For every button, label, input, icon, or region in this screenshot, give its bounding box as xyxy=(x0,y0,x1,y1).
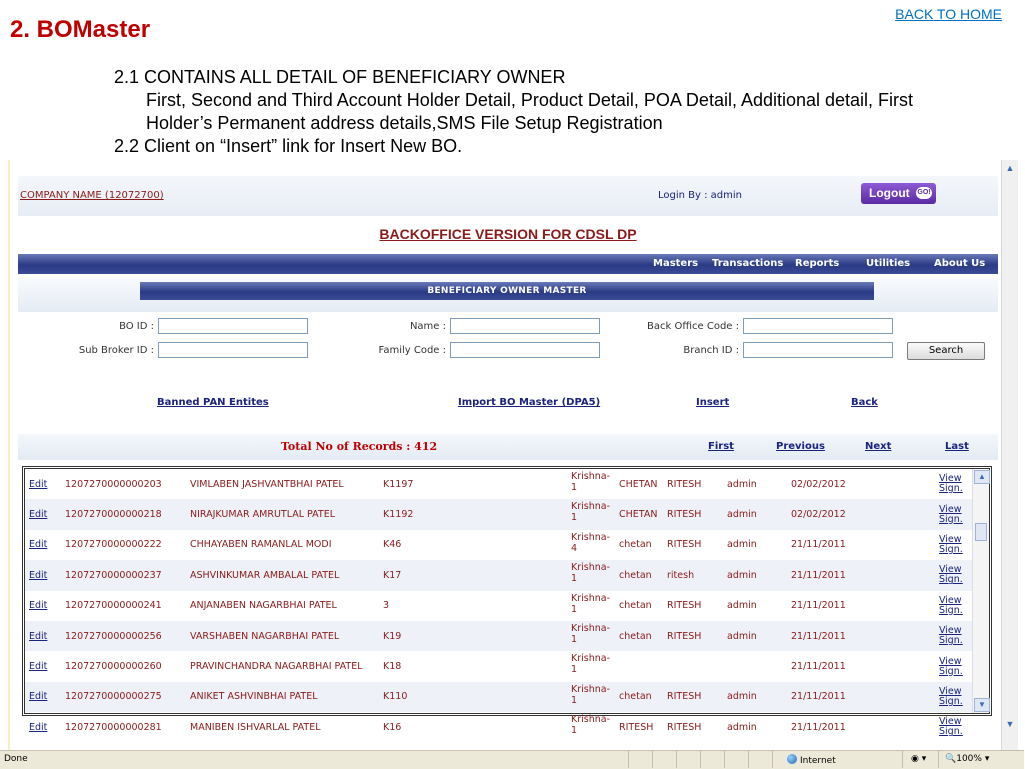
created-by-cell: admin xyxy=(727,721,757,733)
holder-name-cell: VARSHABEN NAGARBHAI PATEL xyxy=(186,621,379,651)
go-badge-icon: GO! xyxy=(916,187,932,199)
menu-masters[interactable]: Masters xyxy=(653,258,699,269)
user1-cell: chetan xyxy=(615,560,663,590)
branch-cell: Krishna-1 xyxy=(567,621,615,651)
code-cell: K1197 xyxy=(383,478,414,490)
holder-name-cell: ANJANABEN NAGARBHAI PATEL xyxy=(190,600,337,612)
banned-pan-link[interactable]: Banned PAN Entites xyxy=(157,397,269,408)
date-cell: 21/11/2011 xyxy=(791,721,846,733)
protected-mode-icon: ◉ ▾ xyxy=(911,754,927,764)
created-by-cell: admin xyxy=(727,600,757,612)
scroll-down-icon[interactable]: ▼ xyxy=(1005,719,1015,729)
app-header xyxy=(18,176,998,216)
family-code-label: Family Code : xyxy=(378,345,446,356)
table-row xyxy=(25,712,975,742)
code-cell: K1192 xyxy=(379,499,567,529)
app-screenshot xyxy=(8,160,1018,768)
zoom-icon: 🔍 xyxy=(945,754,957,764)
view-sign-link[interactable]: View Sign. xyxy=(935,560,975,590)
user1-cell: chetan xyxy=(619,600,652,612)
status-text: Done xyxy=(4,754,28,764)
menu-utilities[interactable]: Utilities xyxy=(866,258,911,269)
date-cell: 21/11/2011 xyxy=(787,621,935,651)
code-cell: 3 xyxy=(383,600,390,612)
bo-id-cell: 1207270000000218 xyxy=(61,499,186,529)
pager-previous[interactable]: Previous xyxy=(776,441,825,452)
bullet-item: First, Second and Third Account Holder Detail, Product Detail, POA Detail, Additional detail, First xyxy=(146,90,914,110)
menu-reports[interactable]: Reports xyxy=(795,258,840,269)
view-sign-link[interactable]: View Sign. xyxy=(939,533,963,555)
view-sign-link[interactable]: View Sign. xyxy=(939,473,963,495)
status-segment xyxy=(700,751,725,768)
bo-id-cell: 1207270000000256 xyxy=(61,621,186,651)
pager-first[interactable]: First xyxy=(708,441,734,452)
status-segment xyxy=(652,751,677,768)
zone-text: Internet xyxy=(800,756,836,766)
name-label: Name : xyxy=(409,321,446,332)
created-by-cell xyxy=(723,651,787,681)
branch-cell: Krishna-1 xyxy=(571,653,611,676)
scroll-up-icon[interactable]: ▲ xyxy=(974,470,990,484)
window-scrollbar[interactable] xyxy=(1001,160,1018,750)
menu-about-us[interactable]: About Us xyxy=(934,258,986,269)
table-row xyxy=(25,560,975,590)
holder-name-cell: NIRAJKUMAR AMRUTLAL PATEL xyxy=(186,499,379,529)
security-segment[interactable] xyxy=(902,751,939,768)
edit-link[interactable]: Edit xyxy=(29,569,48,581)
code-cell: K16 xyxy=(383,721,402,733)
globe-icon xyxy=(787,754,797,764)
holder-name-cell: MANIBEN ISHVARLAL PATEL xyxy=(190,721,321,733)
zoom-level: 100% xyxy=(956,754,982,764)
table-row xyxy=(25,621,975,651)
app-title: BACKOFFICE VERSION FOR CDSL DP xyxy=(379,226,637,242)
bo-table xyxy=(25,469,975,743)
back-office-code-input[interactable] xyxy=(743,318,893,334)
holder-name-cell: ASHVINKUMAR AMBALAL PATEL xyxy=(186,560,379,590)
user2-cell: RITESH xyxy=(667,539,702,551)
zone-segment xyxy=(772,751,903,768)
app-window xyxy=(18,172,998,748)
view-sign-link[interactable]: View Sign. xyxy=(935,499,975,529)
table-row xyxy=(25,469,975,499)
user2-cell: RITESH xyxy=(663,682,723,712)
created-by-cell: admin xyxy=(723,499,787,529)
branch-id-label: Branch ID : xyxy=(683,345,739,356)
menu-transactions[interactable]: Transactions xyxy=(712,258,784,269)
user2-cell xyxy=(663,651,723,681)
edit-link[interactable]: Edit xyxy=(29,600,48,612)
user1-cell: chetan xyxy=(615,621,663,651)
branch-cell: Krishna-1 xyxy=(571,714,611,737)
status-segment xyxy=(676,751,701,768)
user1-cell xyxy=(615,651,663,681)
status-segment xyxy=(724,751,749,768)
user1-cell: chetan xyxy=(615,682,663,712)
branch-cell: Krishna-1 xyxy=(567,682,615,712)
records-nav-band xyxy=(18,434,998,460)
date-cell: 21/11/2011 xyxy=(791,600,846,612)
import-bo-link[interactable]: Import BO Master (DPA5) xyxy=(458,397,601,408)
bo-id-cell: 1207270000000260 xyxy=(65,661,162,673)
view-sign-link[interactable]: View Sign. xyxy=(939,594,963,616)
total-records: Total No of Records : 412 xyxy=(281,440,438,453)
user1-cell: CHETAN xyxy=(615,499,663,529)
created-by-cell: admin xyxy=(723,682,787,712)
sub-broker-id-input[interactable] xyxy=(158,342,308,358)
pager-next[interactable]: Next xyxy=(865,441,892,452)
branch-cell: Krishna-1 xyxy=(571,471,611,493)
created-by-cell: admin xyxy=(727,539,757,551)
created-by-cell: admin xyxy=(723,560,787,590)
created-by-cell: admin xyxy=(727,478,757,490)
bullet-item: Holder’s Permanent address details,SMS File Setup Registration xyxy=(146,113,663,133)
user2-cell: RITESH xyxy=(667,600,702,612)
branch-cell: Krishna-1 xyxy=(567,499,615,529)
grid-scrollbar[interactable] xyxy=(972,469,989,713)
code-cell: K18 xyxy=(383,661,402,673)
edit-link[interactable]: Edit xyxy=(29,539,48,551)
slide-title: 2. BOMaster xyxy=(10,16,151,43)
branch-id-input[interactable] xyxy=(743,342,893,358)
edit-link[interactable]: Edit xyxy=(29,661,48,673)
status-segment xyxy=(748,751,773,768)
bo-grid xyxy=(22,466,992,738)
date-cell: 21/11/2011 xyxy=(787,682,935,712)
user2-cell: RITESH xyxy=(663,621,723,651)
table-row xyxy=(25,530,975,560)
view-sign-link[interactable]: View Sign. xyxy=(939,716,963,738)
edit-link[interactable]: Edit xyxy=(29,509,48,521)
scroll-up-icon[interactable]: ▲ xyxy=(1005,163,1015,173)
back-to-home-link[interactable]: BACK TO HOME xyxy=(895,6,1002,22)
user1-cell: chetan xyxy=(619,539,652,551)
user2-cell: RITESH xyxy=(667,478,702,490)
edit-link[interactable]: Edit xyxy=(29,691,48,703)
section-header: BENEFICIARY OWNER MASTER xyxy=(140,282,874,300)
search-button[interactable]: Search xyxy=(907,342,985,360)
code-cell: K19 xyxy=(379,621,567,651)
bo-id-input[interactable] xyxy=(158,318,308,334)
family-code-input[interactable] xyxy=(450,342,600,358)
holder-name-cell: ANIKET ASHVINBHAI PATEL xyxy=(186,682,379,712)
view-sign-link[interactable]: View Sign. xyxy=(935,621,975,651)
login-info: Login By : admin xyxy=(658,190,742,201)
status-segment xyxy=(628,751,653,768)
user2-cell: RITESH xyxy=(667,721,702,733)
holder-name-cell: CHHAYABEN RAMANLAL MODI xyxy=(190,539,332,551)
table-row xyxy=(25,591,975,621)
bo-id-cell: 1207270000000203 xyxy=(65,478,162,490)
scroll-down-icon[interactable]: ▼ xyxy=(974,698,990,712)
zoom-segment[interactable]: 🔍100% ▾ xyxy=(938,751,1025,768)
view-sign-link[interactable]: View Sign. xyxy=(939,655,963,677)
pager-last[interactable]: Last xyxy=(945,441,969,452)
insert-link[interactable]: Insert xyxy=(696,397,730,408)
logout-label: Logout xyxy=(869,186,910,200)
date-cell: 02/02/2012 xyxy=(791,478,846,490)
user1-cell: CHETAN xyxy=(619,478,658,490)
edit-link[interactable]: Edit xyxy=(29,630,48,642)
date-cell: 02/02/2012 xyxy=(787,499,935,529)
user2-cell: ritesh xyxy=(663,560,723,590)
bo-id-cell: 1207270000000237 xyxy=(61,560,186,590)
edit-link[interactable]: Edit xyxy=(29,721,48,733)
bo-id-cell: 1207270000000241 xyxy=(65,600,162,612)
logout-button[interactable] xyxy=(861,183,936,204)
bo-id-cell: 1207270000000281 xyxy=(65,721,162,733)
code-cell: K46 xyxy=(383,539,402,551)
browser-statusbar xyxy=(0,750,1024,769)
holder-name-cell: VIMLABEN JASHVANTBHAI PATEL xyxy=(190,478,344,490)
branch-cell: Krishna-1 xyxy=(567,560,615,590)
bullet-item: 2.1 CONTAINS ALL DETAIL OF BENEFICIARY OWNER xyxy=(114,67,566,87)
table-row xyxy=(25,499,975,529)
view-sign-link[interactable]: View Sign. xyxy=(935,682,975,712)
created-by-cell: admin xyxy=(723,621,787,651)
holder-name-cell: PRAVINCHANDRA NAGARBHAI PATEL xyxy=(190,661,363,673)
bo-id-cell: 1207270000000222 xyxy=(65,539,162,551)
name-input[interactable] xyxy=(450,318,600,334)
bullet-list xyxy=(114,66,1004,158)
back-link[interactable]: Back xyxy=(851,397,878,408)
table-row xyxy=(25,651,975,681)
edit-link[interactable]: Edit xyxy=(29,478,48,490)
date-cell: 21/11/2011 xyxy=(787,560,935,590)
bo-id-label: BO ID : xyxy=(119,321,154,332)
code-cell: K110 xyxy=(379,682,567,712)
date-cell: 21/11/2011 xyxy=(791,661,846,673)
table-row xyxy=(25,682,975,712)
company-name[interactable]: COMPANY NAME (12072700) xyxy=(20,190,164,201)
branch-cell: Krishna-4 xyxy=(571,531,611,554)
user1-cell: RITESH xyxy=(619,721,654,733)
user2-cell: RITESH xyxy=(663,499,723,529)
date-cell: 21/11/2011 xyxy=(791,539,846,551)
main-menu xyxy=(18,254,998,274)
scroll-thumb[interactable] xyxy=(975,523,987,541)
bullet-item: 2.2 Client on “Insert” link for Insert New BO. xyxy=(114,136,463,156)
back-office-code-label: Back Office Code : xyxy=(647,321,739,332)
bo-id-cell: 1207270000000275 xyxy=(61,682,186,712)
code-cell: K17 xyxy=(379,560,567,590)
sub-broker-id-label: Sub Broker ID : xyxy=(78,345,154,356)
branch-cell: Krishna-1 xyxy=(571,592,611,615)
